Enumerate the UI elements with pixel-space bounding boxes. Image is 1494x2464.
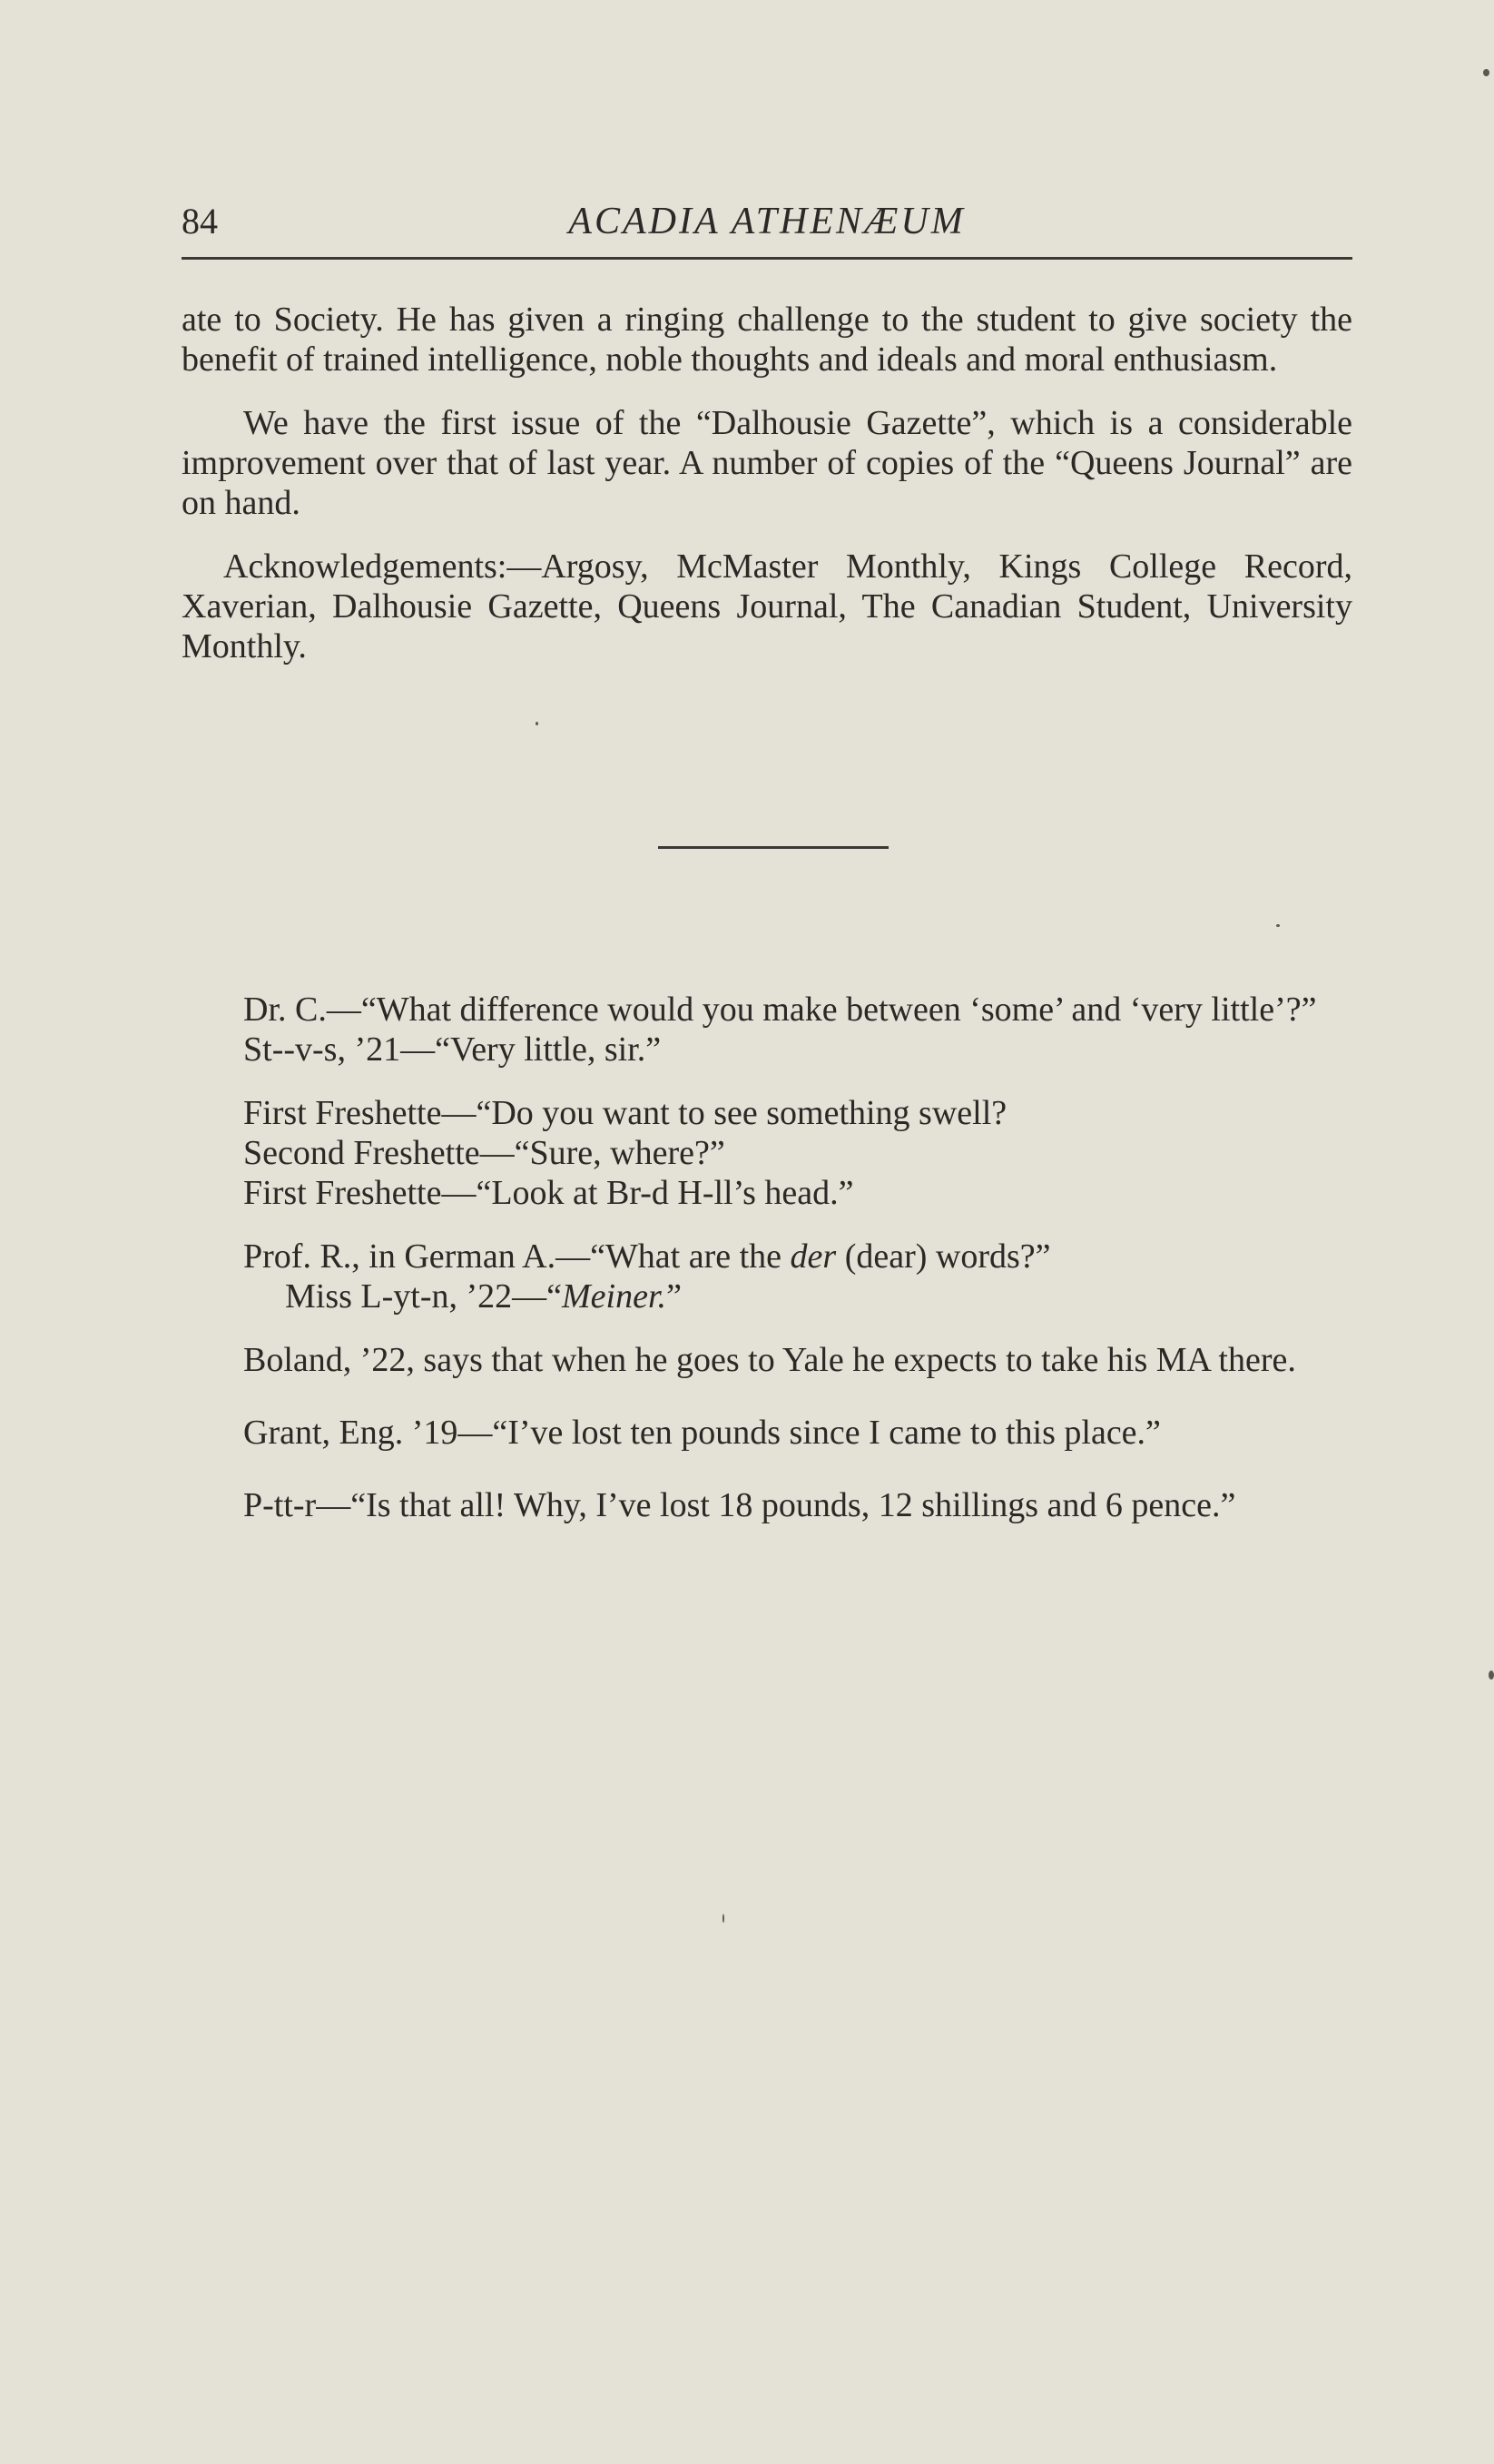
journal-title: ACADIA ATHENÆUM <box>568 201 966 242</box>
paragraph-society: ate to Society. He has given a ringing challenge to the student to give society the benefit of trained intelligence, noble thoughts and ideals and moral enthusiasm. <box>182 301 1352 379</box>
paper-speck <box>722 1914 724 1923</box>
section-divider <box>658 846 889 849</box>
paper-speck <box>1276 924 1280 927</box>
jokes-section <box>182 990 1352 1525</box>
joke-freshettes-line-2: Second Freshette—“Sure, where?” <box>243 1134 725 1172</box>
paragraph-dalhousie-gazette: We have the first issue of the “Dalhousie Gazette”, which is a considerable improvement over that of last year. A number of copies of the “Queens Journal” are on hand. <box>182 404 1352 522</box>
joke-prof-r-answer-suffix: ” <box>666 1277 682 1316</box>
paragraph-acknowledgements: Acknowledgements:—Argosy, McMaster Monthly, Kings College Record, Xaverian, Dalhousie Gazette, Queens Journal, The Canadian Student, University Monthly. <box>182 547 1352 665</box>
joke-prof-r-answer-prefix: Miss L-yt-n, ’22—“ <box>285 1277 563 1316</box>
joke-grant: Grant, Eng. ’19—“I’ve lost ten pounds since I came to this place.” <box>243 1414 1161 1452</box>
page-number: 84 <box>182 201 218 241</box>
joke-boland: Boland, ’22, says that when he goes to Yale he expects to take his MA there. <box>243 1341 1296 1379</box>
joke-prof-r-answer <box>182 1276 1352 1316</box>
joke-freshettes-line-3: First Freshette—“Look at Br-d H-ll’s head.” <box>243 1174 854 1212</box>
joke-freshettes-line-1: First Freshette—“Do you want to see something swell? <box>243 1094 1007 1132</box>
paper-speck <box>1489 1671 1494 1680</box>
joke-prof-r-question <box>182 1237 1352 1276</box>
header-rule <box>182 257 1352 260</box>
running-head <box>182 200 1352 245</box>
joke-prof-r-question-suffix: (dear) words?” <box>836 1237 1051 1276</box>
joke-prof-r-answer-emphasis: Meiner. <box>562 1277 667 1316</box>
joke-prof-r-question-prefix: Prof. R., in German A.—“What are the <box>243 1237 791 1276</box>
editorial-notes <box>182 300 1352 666</box>
joke-dr-c-question: Dr. C.—“What difference would you make between ‘some’ and ‘very little’?” <box>243 991 1317 1029</box>
joke-dr-c-answer: St--v-s, ’21—“Very little, sir.” <box>243 1030 662 1069</box>
joke-potter: P-tt-r—“Is that all! Why, I’ve lost 18 pounds, 12 shillings and 6 pence.” <box>243 1486 1236 1524</box>
joke-prof-r-question-emphasis: der <box>790 1237 837 1276</box>
joke-freshettes <box>182 1093 1352 1213</box>
paper-speck <box>536 722 538 725</box>
paper-speck <box>1483 69 1489 76</box>
